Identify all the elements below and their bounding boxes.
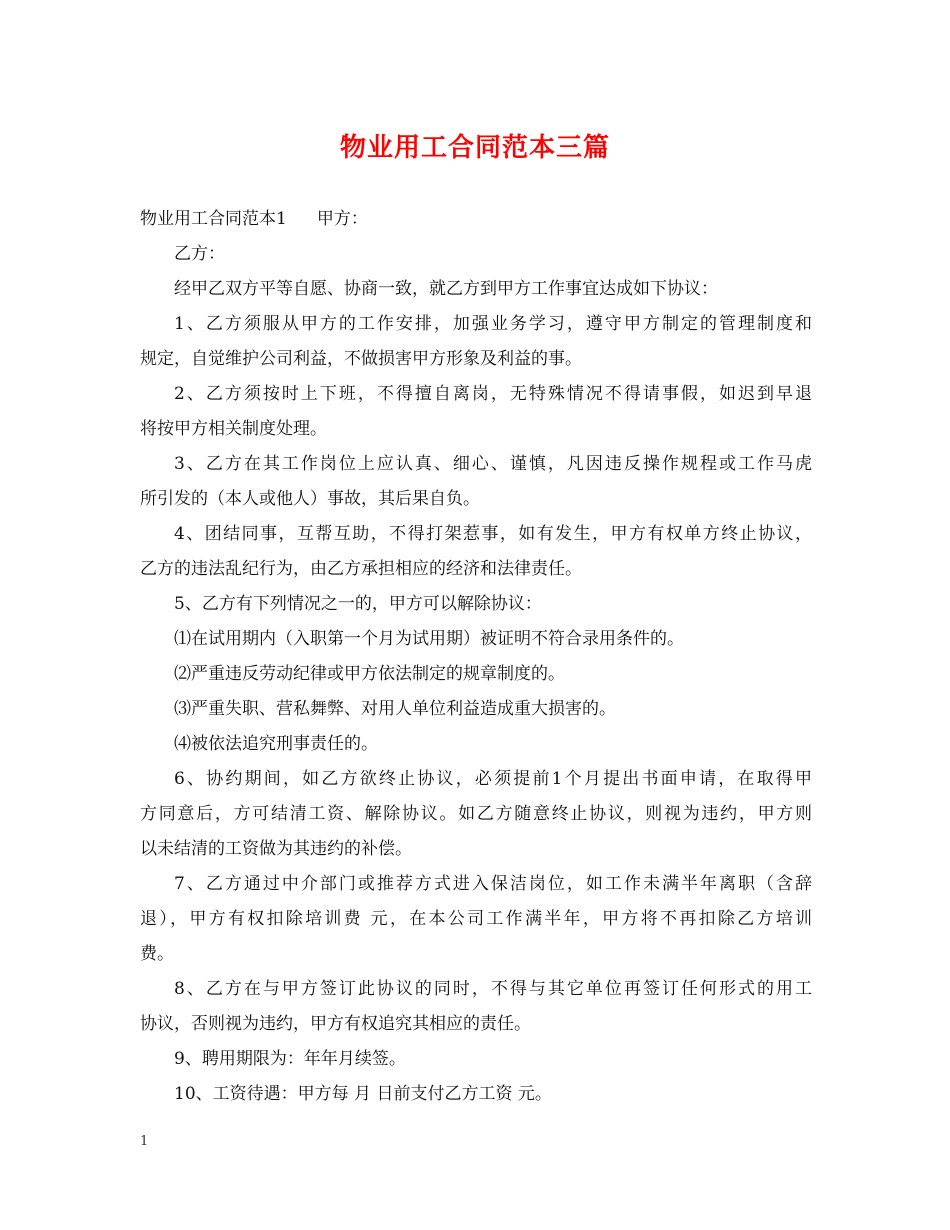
body-line-text: 以未结清的工资做为其违约的补偿。 bbox=[140, 839, 412, 859]
body-line bbox=[140, 1007, 812, 1042]
body-line-text: 方同意后，方可结清工资、解除协议。如乙方随意终止协议，则视为违约，甲方则 bbox=[140, 804, 812, 824]
body-line bbox=[140, 797, 812, 832]
body-line-text: 6、协约期间，如乙方欲终止协议，必须提前1个月提出书面申请，在取得甲 bbox=[174, 769, 812, 789]
body-line bbox=[140, 342, 812, 377]
body-line-text: ⑶严重失职、营私舞弊、对用人单位利益造成重大损害的。 bbox=[174, 699, 616, 719]
body-line-text: 4、团结同事，互帮互助，不得打架惹事，如有发生，甲方有权单方终止协议， bbox=[174, 524, 812, 544]
body-line-text: 2、乙方须按时上下班，不得擅自离岗，无特殊情况不得请事假，如迟到早退 bbox=[174, 384, 812, 404]
body-line bbox=[140, 622, 812, 657]
contract-heading: 物业用工合同范本1 bbox=[140, 209, 287, 229]
body-line bbox=[140, 902, 812, 937]
body-line-text: 所引发的（本人或他人）事故，其后果自负。 bbox=[140, 489, 480, 509]
body-line bbox=[140, 377, 812, 412]
body-line-text: 协议，否则视为违约，甲方有权追究其相应的责任。 bbox=[140, 1014, 531, 1034]
body-line-text: 乙方的违法乱纪行为，由乙方承担相应的经济和法律责任。 bbox=[140, 559, 582, 579]
body-line bbox=[140, 447, 812, 482]
body-line bbox=[140, 832, 812, 867]
body-line bbox=[140, 657, 812, 692]
body-line-text: 9、聘用期限为：年年月续签。 bbox=[174, 1049, 406, 1069]
body-line bbox=[140, 307, 812, 342]
body-line-text: 5、乙方有下列情况之一的，甲方可以解除协议： bbox=[174, 594, 542, 614]
body-line-text: 7、乙方通过中介部门或推荐方式进入保洁岗位，如工作未满半年离职（含辞 bbox=[174, 874, 812, 894]
body-line bbox=[140, 867, 812, 902]
body-line bbox=[140, 272, 812, 307]
body-line-text: 1、乙方须服从甲方的工作安排，加强业务学习，遵守甲方制定的管理制度和 bbox=[174, 314, 812, 334]
body-line bbox=[140, 482, 812, 517]
body-line bbox=[140, 202, 812, 237]
document-body bbox=[140, 202, 812, 1112]
body-line bbox=[140, 972, 812, 1007]
body-line-text: 8、乙方在与甲方签订此协议的同时，不得与其它单位再签订任何形式的用工 bbox=[174, 979, 812, 999]
body-line-text: ⑷被依法追究刑事责任的。 bbox=[174, 734, 378, 754]
party-a-label: 甲方： bbox=[316, 209, 368, 229]
body-line-text: 退），甲方有权扣除培训费 元，在本公司工作满半年，甲方将不再扣除乙方培训 bbox=[140, 909, 812, 929]
body-line-text: 乙方： bbox=[174, 244, 225, 264]
body-line bbox=[140, 517, 812, 552]
body-line bbox=[140, 937, 812, 972]
body-line-text: ⑴在试用期内（入职第一个月为试用期）被证明不符合录用条件的。 bbox=[174, 629, 684, 649]
body-line bbox=[140, 587, 812, 622]
body-line-text: 3、乙方在其工作岗位上应认真、细心、谨慎，凡因违反操作规程或工作马虎 bbox=[174, 454, 812, 474]
body-line-text: ⑵严重违反劳动纪律或甲方依法制定的规章制度的。 bbox=[174, 664, 565, 684]
body-line-text: 经甲乙双方平等自愿、协商一致，就乙方到甲方工作事宜达成如下协议： bbox=[174, 279, 718, 299]
body-line bbox=[140, 1042, 812, 1077]
body-line bbox=[140, 1077, 812, 1112]
body-line bbox=[140, 552, 812, 587]
body-line-text: 费。 bbox=[140, 944, 174, 964]
body-line-text: 10、工资待遇：甲方每 月 日前支付乙方工资 元。 bbox=[174, 1084, 552, 1104]
body-line bbox=[140, 762, 812, 797]
body-line-text: 规定，自觉维护公司利益，不做损害甲方形象及利益的事。 bbox=[140, 349, 582, 369]
page-number: 1 bbox=[140, 1134, 149, 1149]
body-line bbox=[140, 412, 812, 447]
body-line bbox=[140, 237, 812, 272]
body-line bbox=[140, 692, 812, 727]
document-title: 物业用工合同范本三篇 bbox=[339, 133, 610, 163]
body-line-text: 将按甲方相关制度处理。 bbox=[140, 419, 327, 439]
body-line bbox=[140, 727, 812, 762]
